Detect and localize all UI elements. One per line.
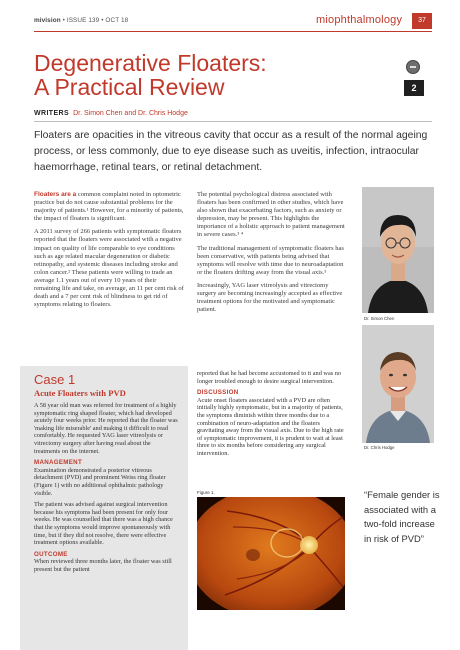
case-title: Case 1 <box>34 372 76 387</box>
body-paragraph: A 2011 survey of 266 patients with symptomatic floaters reported that the floaters were associated with a negative impact on quality of life comparable to eye conditions such as age related macular degeneration or diabetic retinopathy, and systemic diseases including stroke and colon cancer.² These patients were willing to trade an average 1.1 years out of every 10 years of their remaining life and take, on average, an 11 per cent risk of death and a 7 per cent risk of blindness to get rid of symptoms relating to floaters. <box>34 228 184 309</box>
case-paragraph: Examination demonstrated a posterior vitreous detachment (PVD) and prominent Weiss ring floater (Figure 1) with no additional ophthalmic pathology visible. <box>34 466 166 497</box>
article-title <box>34 51 374 99</box>
case-paragraph: reported that he had become accustomed to it and was no longer troubled enough to desire surgical intervention. <box>197 370 342 385</box>
case-paragraph: When reviewed three months later, the floater was still present but the patient <box>34 558 172 573</box>
pull-quote: “Female gender is associated with a two-fold increase in risk of PVD” <box>364 489 440 544</box>
body-paragraph: The potential psychological distress associated with floaters has been confirmed in other studies, which have also shown that exacerbating factors, such as anxiety or depression, may be present. This highlights the importance of a holistic approach to patient management in severe cases.³ ⁴ <box>197 191 345 239</box>
fundus-photo-figure-1 <box>197 497 345 610</box>
lead-in: Floaters are a <box>34 191 77 198</box>
issue-line <box>34 17 128 24</box>
body-column-1 <box>34 191 184 314</box>
portrait-illustration <box>362 325 434 443</box>
section-prefix: mi <box>316 14 329 26</box>
writers-byline <box>34 110 188 117</box>
section-suffix: ophthalmology <box>328 14 403 26</box>
issue-brand: mivision <box>34 17 61 24</box>
cpd-disc-icon <box>406 60 420 74</box>
case-paragraph: A 58 year old man was referred for treatment of a highly symptomatic ring shaped floater, which had developed acutely four weeks prior. He reported that the floater was 'making life miserable' and making it difficult to read comfortably. He requested YAG laser vitreolysis or vitrectomy surgery after having read about the treatments on the internet. <box>34 402 178 455</box>
management-heading: MANAGEMENT <box>34 459 83 467</box>
writers-names: Dr. Simon Chen and Dr. Chris Hodge <box>73 110 188 117</box>
section-name <box>316 14 402 26</box>
fundus-illustration <box>197 497 345 610</box>
body-paragraph: The traditional management of symptomatic floaters has been conservative, with patients being advised that symptoms will resolve with time due to neuroadaptation or the floaters drifting away from the visual axis.⁵ <box>197 244 344 276</box>
paragraph-text: common complaint noted in optometric practice but do not cause substantial problems for the majority of patients.¹ However, for a minority of patients, the impact of floaters is significant. <box>34 191 184 223</box>
title-divider <box>34 121 432 122</box>
writers-label: WRITERS <box>34 110 70 117</box>
body-paragraph: Increasingly, YAG laser vitreolysis and vitrectomy surgery are becoming increasingly accepted as effective treatment options for the motivated and symptomatic patient. <box>197 281 343 314</box>
page-number: 37 <box>412 13 432 29</box>
intro-paragraph: Floaters are opacities in the vitreous cavity that occur as a result of the normal ageing process, or less commonly, due to eye disease such as uveitis, infection, intraocular haemorrhage, retinal tears, or retinal detachment. <box>34 130 428 173</box>
issue-info: • ISSUE 139 • OCT 18 <box>60 17 129 24</box>
outcome-heading: OUTCOME <box>34 550 68 558</box>
case-column-1 <box>34 402 178 577</box>
title-line-1: Degenerative Floaters: <box>34 50 267 76</box>
author-photo-chris-hodge <box>362 325 434 443</box>
discussion-heading: DISCUSSION <box>197 389 239 397</box>
case-subtitle: Acute Floaters with PVD <box>34 388 126 398</box>
title-line-2: A Practical Review <box>34 74 225 100</box>
photo-caption: Dr. Chris Hodge <box>364 445 395 450</box>
body-column-2 <box>197 191 347 319</box>
figure-label: Figure 1. <box>197 490 215 495</box>
body-paragraph <box>34 191 184 223</box>
photo-caption: Dr. Simon Chen <box>364 316 395 321</box>
case-column-2 <box>197 370 347 462</box>
portrait-illustration <box>362 187 434 313</box>
case-paragraph: The patient was advised against surgical intervention because his symptoms had been present for only four weeks. He was counselled that there was a high chance that the symptoms would improve spontaneously with time, but if they did not resolve, there were effective treatment options available. <box>34 501 173 547</box>
cpd-points-badge: 2 <box>404 80 424 96</box>
case-paragraph: Acute onset floaters associated with a PVD are often initially highly symptomatic, but in a majority of patients, the symptoms diminish within three months due to a combination of neuro-adaptation and the floaters gravitating away from the visual axis. Due to the high rate of symptomatic improvement, it is prudent to wait at least three to six months before considering any surgical intervention. <box>197 396 344 457</box>
header-divider <box>34 31 432 32</box>
author-photo-simon-chen <box>362 187 434 313</box>
